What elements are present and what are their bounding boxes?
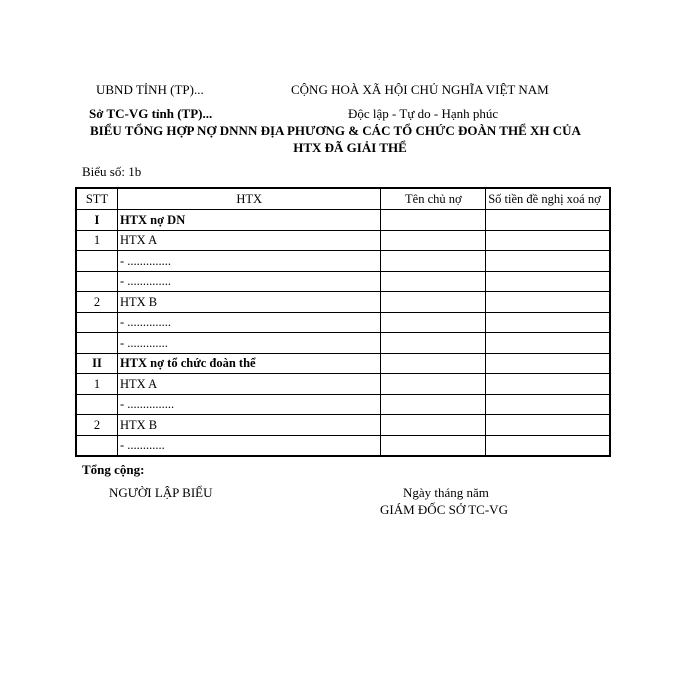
debt-table <box>75 187 611 457</box>
row-htx: - ............ <box>117 435 380 456</box>
row-stt <box>76 333 117 354</box>
row-htx: HTX A <box>117 230 380 251</box>
row-creditor <box>381 374 486 395</box>
department-name: Sở TC-VG tỉnh (TP)... <box>89 106 213 121</box>
row-stt <box>76 312 117 333</box>
table-row <box>76 394 610 415</box>
row-creditor <box>381 292 486 313</box>
director-label: GIÁM ĐỐC SỞ TC-VG <box>380 502 508 517</box>
row-creditor <box>381 251 486 272</box>
row-amount <box>486 292 610 313</box>
row-creditor <box>381 230 486 251</box>
total-label: Tổng cộng: <box>82 462 145 477</box>
table-row <box>76 435 610 456</box>
row-stt: 1 <box>76 374 117 395</box>
row-stt <box>76 394 117 415</box>
table-row <box>76 312 610 333</box>
row-htx: - ............... <box>117 394 380 415</box>
row-htx: HTX B <box>117 292 380 313</box>
row-htx: HTX B <box>117 415 380 436</box>
row-creditor <box>381 333 486 354</box>
row-creditor <box>381 394 486 415</box>
report-title-line1: BIỂU TỔNG HỢP NỢ DNNN ĐỊA PHƯƠNG & CÁC TỔ CHỨC ĐOÀN THỂ XH CỦA <box>90 123 581 138</box>
row-htx: - .............. <box>117 251 380 272</box>
row-htx: - .............. <box>117 271 380 292</box>
table-row <box>76 292 610 313</box>
row-creditor <box>381 312 486 333</box>
report-title-line2: HTX ĐÃ GIẢI THỂ <box>293 140 407 155</box>
header-creditor: Tên chủ nợ <box>381 188 486 210</box>
row-creditor <box>381 435 486 456</box>
row-htx: - .............. <box>117 312 380 333</box>
row-amount <box>486 435 610 456</box>
row-htx: HTX A <box>117 374 380 395</box>
row-amount <box>486 394 610 415</box>
table-row <box>76 353 610 374</box>
national-title: CỘNG HOÀ XÃ HỘI CHỦ NGHĨA VIỆT NAM <box>291 82 549 97</box>
row-amount <box>486 333 610 354</box>
row-amount <box>486 210 610 231</box>
table-row <box>76 230 610 251</box>
table-row <box>76 374 610 395</box>
table-row <box>76 271 610 292</box>
row-stt: 1 <box>76 230 117 251</box>
row-htx: HTX nợ DN <box>117 210 380 231</box>
table-header-row <box>76 188 610 210</box>
row-stt: 2 <box>76 415 117 436</box>
row-stt: II <box>76 353 117 374</box>
table-row <box>76 333 610 354</box>
row-amount <box>486 353 610 374</box>
row-stt <box>76 251 117 272</box>
table-row <box>76 210 610 231</box>
table-row <box>76 415 610 436</box>
agency-name: UBND TỈNH (TP)... <box>96 82 204 97</box>
row-amount <box>486 415 610 436</box>
row-amount <box>486 230 610 251</box>
header-amount: Số tiền đề nghị xoá nợ <box>486 188 610 210</box>
row-stt <box>76 271 117 292</box>
row-creditor <box>381 271 486 292</box>
date-line: Ngày tháng năm <box>403 485 489 500</box>
row-amount <box>486 374 610 395</box>
row-htx: HTX nợ tổ chức đoàn thể <box>117 353 380 374</box>
row-creditor <box>381 415 486 436</box>
row-amount <box>486 251 610 272</box>
row-htx: - ............. <box>117 333 380 354</box>
row-creditor <box>381 210 486 231</box>
header-htx: HTX <box>117 188 380 210</box>
row-stt: I <box>76 210 117 231</box>
row-stt <box>76 435 117 456</box>
national-motto: Độc lập - Tự do - Hạnh phúc <box>348 106 499 121</box>
row-amount <box>486 271 610 292</box>
row-creditor <box>381 353 486 374</box>
row-amount <box>486 312 610 333</box>
preparer-label: NGƯỜI LẬP BIỂU <box>109 485 213 500</box>
row-stt: 2 <box>76 292 117 313</box>
table-row <box>76 251 610 272</box>
header-stt: STT <box>76 188 117 210</box>
form-number: Biểu số: 1b <box>82 164 142 179</box>
